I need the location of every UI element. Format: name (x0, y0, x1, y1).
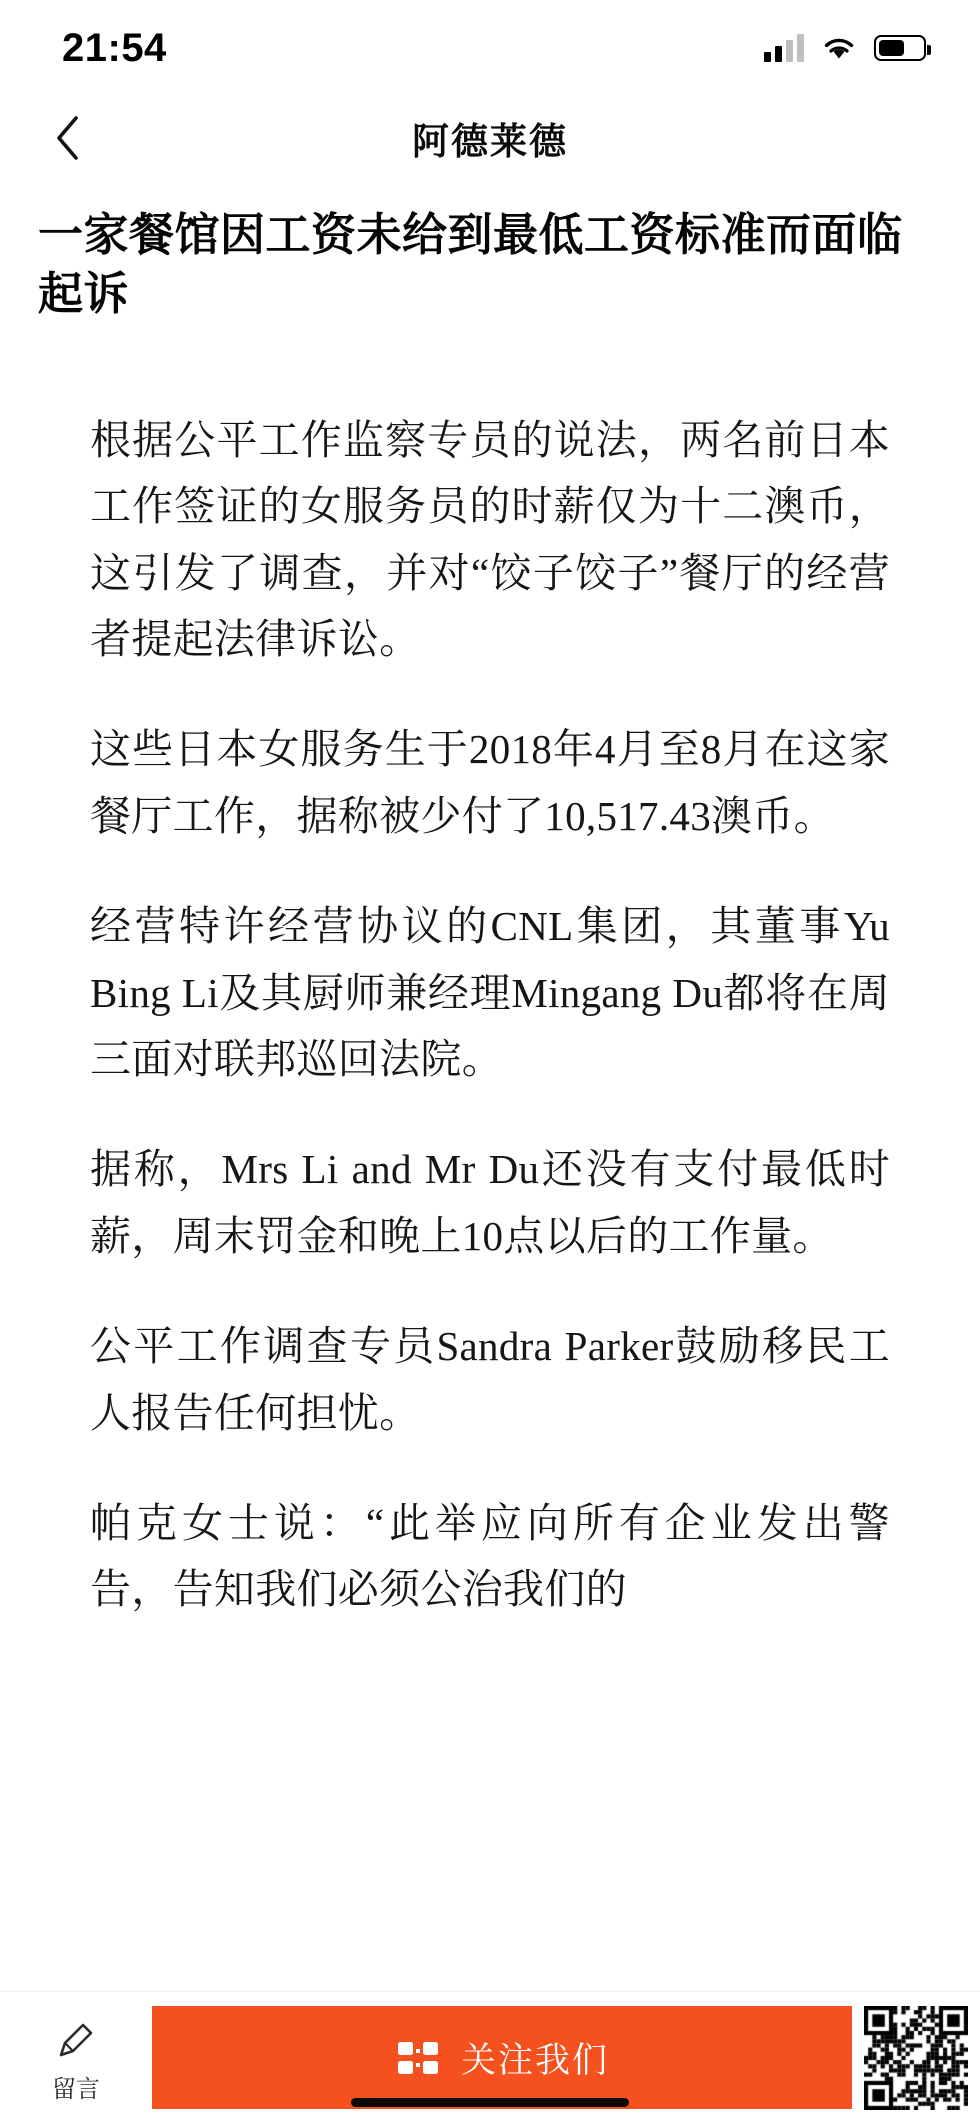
home-indicator (351, 2098, 629, 2107)
nav-bar (0, 96, 980, 180)
wifi-icon (822, 35, 856, 61)
article-paragraph: 据称，Mrs Li and Mr Du还没有支付最低时薪，周末罚金和晚上10点以后的工作量。 (90, 1146, 890, 1259)
article-paragraph: 经营特许经营协议的CNL集团，其董事Yu Bing Li及其厨师兼经理Mingang Du都将在周三面对联邦巡回法院。 (90, 903, 890, 1083)
comment-button[interactable] (0, 1992, 152, 2123)
qr-code-button[interactable] (852, 2006, 980, 2109)
battery-icon (874, 35, 926, 61)
wechat-official-account-icon (395, 2038, 441, 2078)
follow-button[interactable] (152, 2006, 852, 2109)
qr-code-icon (864, 2006, 968, 2110)
cellular-signal-icon (764, 34, 804, 62)
pencil-comment-icon (53, 2017, 99, 2063)
follow-label: 关注我们 (460, 2040, 609, 2080)
article-paragraph: 这些日本女服务生于2018年4月至8月在这家餐厅工作，据称被少付了10,517.43澳币。 (90, 726, 890, 839)
page-title: 阿德莱德 (412, 121, 568, 162)
content-fade (0, 1937, 980, 1991)
status-time: 21:54 (62, 25, 167, 70)
status-icons (764, 34, 926, 62)
status-bar (0, 0, 980, 96)
comment-label: 留言 (52, 2076, 100, 2103)
article-body (36, 325, 944, 1623)
article-paragraph: 帕克女士说：“此举应向所有企业发出警告，告知我们必须公治我们的 (90, 1500, 890, 1613)
back-button[interactable] (40, 111, 94, 165)
article-paragraph: 根据公平工作监察专员的说法，两名前日本工作签证的女服务员的时薪仅为十二澳币，这引发了调查，并对“饺子饺子”餐厅的经营者提起法律诉讼。 (90, 416, 890, 662)
bottom-toolbar (0, 1991, 980, 2123)
article-content[interactable] (0, 180, 980, 1991)
article-paragraph: 公平工作调查专员Sandra Parker鼓励移民工人报告任何担忧。 (90, 1323, 890, 1436)
article-headline: 一家餐馆因工资未给到最低工资标准而面临起诉 (38, 210, 903, 320)
chevron-left-icon (54, 115, 80, 161)
